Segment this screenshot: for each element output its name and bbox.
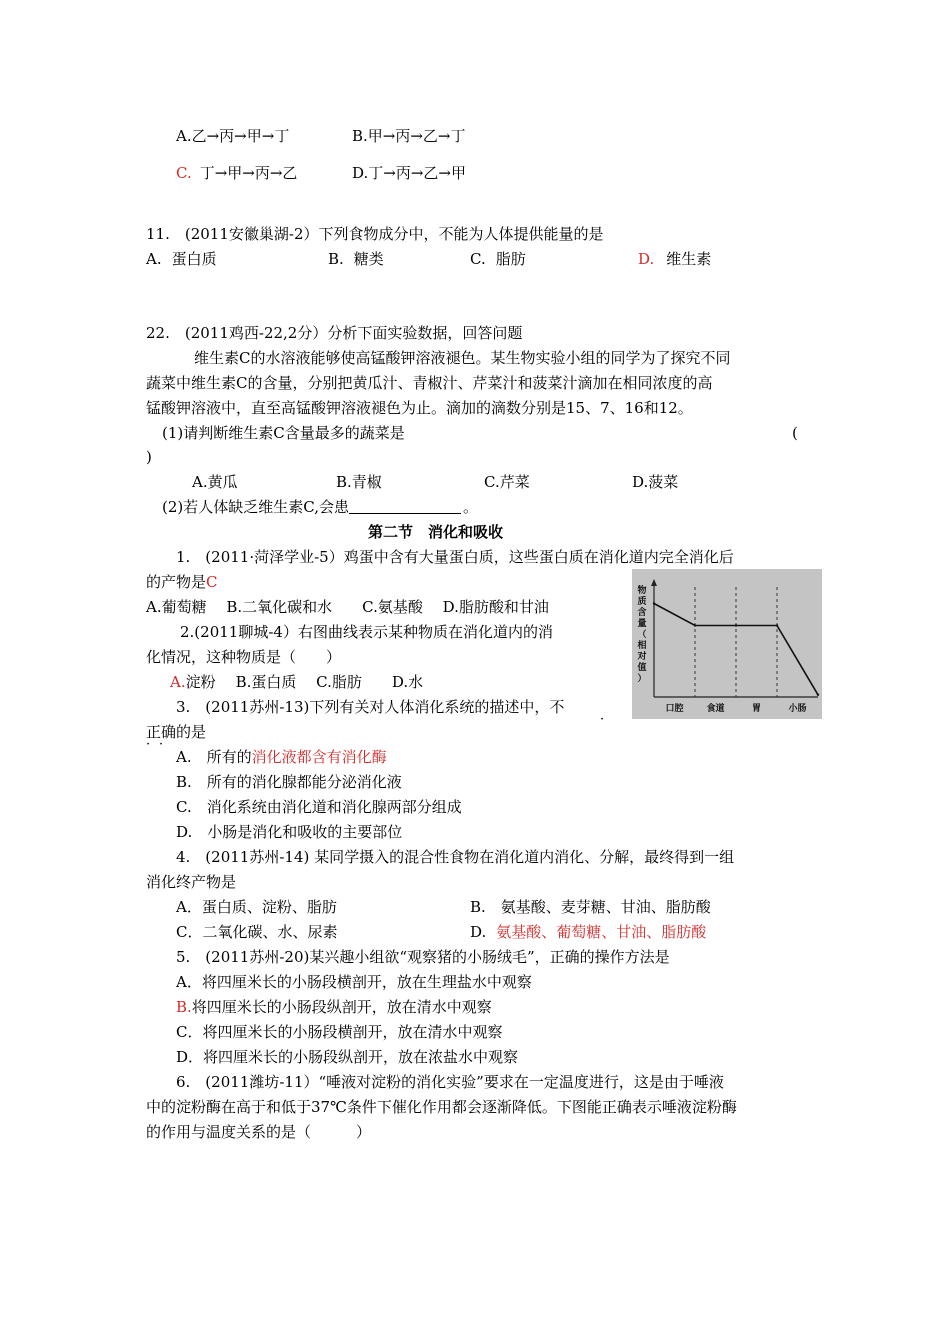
option-text: 维生素 (666, 250, 712, 268)
q11-option-b (328, 249, 384, 269)
s3-option-a (176, 747, 387, 767)
chart-ylabel-text: 物质含量（相对值） (637, 586, 647, 684)
option-text: 脂肪 (495, 250, 526, 268)
section-title: 第二节 消化和吸收 (368, 523, 504, 541)
chart-point (817, 694, 819, 696)
option-text: 蛋白质 (171, 250, 217, 268)
s1-stem-text: 的产物是 (146, 573, 207, 591)
s5-stem: 5. (2011苏州-20)某兴趣小组欲“观察猪的小肠绒毛”，正确的操作方法是 (176, 948, 670, 966)
q22-option-d: D.菠菜 (632, 473, 679, 491)
s6-line-3: 的作用与温度关系的是（ ） (146, 1123, 372, 1141)
s3-option-d: D. 小肠是消化和吸收的主要部位 (176, 823, 403, 841)
q22-sub-2-end: 。 (462, 498, 478, 516)
option-letter: B. (352, 127, 368, 145)
q11-stem: 11. (2011安徽巢湖-2）下列食物成分中，不能为人体提供能量的是 (146, 225, 604, 243)
s3-option-b: B. 所有的消化腺都能分泌消化液 (176, 773, 402, 791)
s4-option-d-letter: D. (470, 923, 487, 941)
q11-option-d (638, 249, 711, 269)
emphasis-dot: · (146, 737, 151, 752)
s1-stem-line-1: 1. (2011·菏泽学业-5）鸡蛋中含有大量蛋白质，这些蛋白质在消化道内完全消化后 (176, 548, 734, 566)
option-letter: C. (470, 250, 486, 268)
q22-option-c: C.芹菜 (484, 473, 530, 491)
s3-stem-line-2: 正确的是 (146, 723, 207, 741)
option-letter: C. (176, 164, 192, 182)
option-text: 糖类 (353, 250, 384, 268)
option-letter: B. (328, 250, 344, 268)
emphasis-dot: · (159, 737, 164, 752)
q22-paren-close: ) (146, 448, 152, 466)
s2-stem-line-2: 化情况，这种物质是（ ） (146, 648, 342, 666)
option-text: 丁→甲→丙→乙 (199, 164, 298, 182)
q10-option-c (176, 163, 297, 183)
option-letter: D. (638, 250, 655, 268)
answer-blank (349, 498, 461, 514)
q11-option-a (146, 249, 217, 269)
s5-option-b (176, 997, 492, 1017)
chart-x-tick-label: 口腔 (665, 704, 684, 714)
s3-stem-line-1 (176, 697, 564, 717)
q22-sub-1: (1)请判断维生素C含量最多的蔬菜是 (162, 424, 405, 442)
option-letter: D. (352, 164, 369, 182)
q10-option-a (176, 126, 289, 146)
s5-option-c: C．将四厘米长的小肠段横剖开，放在清水中观察 (176, 1023, 503, 1041)
q22-para-1: 维生素C的水溶液能够使高锰酸钾溶液褪色。某生物实验小组的同学为了探究不同 (194, 349, 731, 367)
s4-stem-line-2: 消化终产物是 (146, 873, 237, 891)
q22-sub-2 (162, 497, 478, 517)
s2-options-rest: B.蛋白质 C.脂肪 D.水 (235, 673, 424, 691)
s2-stem-line-1: 2.(2011聊城-4）右图曲线表示某种物质在消化道内的消 (180, 623, 553, 641)
q10-option-d (352, 163, 466, 183)
s3-stem-emphasis (549, 698, 564, 716)
q22-sub-2-text: (2)若人体缺乏维生素C,会患 (162, 498, 349, 516)
chart-x-tick-label: 小肠 (788, 704, 807, 714)
s2-options (170, 672, 423, 692)
s5-option-b-text: 将四厘米长的小肠段纵剖开，放在清水中观察 (191, 998, 492, 1016)
chart-point (694, 624, 696, 626)
s3-option-a-highlight: 消化液都含有消化酶 (251, 748, 387, 766)
q11-option-c (470, 249, 526, 269)
chart-point (653, 602, 655, 604)
s4-option-c: C．二氧化碳、水、尿素 (176, 923, 338, 941)
chart-x-tick-label: 食道 (706, 704, 725, 714)
s1-options: A.葡萄糖 B.二氧化碳和水 C.氨基酸 D.脂肪酸和甘油 (146, 598, 549, 616)
s4-option-d-highlight: 氨基酸、葡萄糖、甘油、脂肪酸 (496, 923, 707, 941)
emphasis-dot: · (600, 712, 605, 727)
s5-option-b-letter: B. (176, 998, 192, 1016)
s5-option-a: A．将四厘米长的小肠段横剖开，放在生理盐水中观察 (176, 973, 532, 991)
q22-stem: 22. (2011鸡西-22,2分）分析下面实验数据，回答问题 (146, 324, 523, 342)
s5-option-d: D．将四厘米长的小肠段纵剖开，放在浓盐水中观察 (176, 1048, 519, 1066)
q22-option-b: B.青椒 (336, 473, 382, 491)
s2-option-a-text: 淀粉 (185, 673, 216, 691)
s6-line-1: 6. (2011潍坊-11）“唾液对淀粉的消化实验”要求在一定温度进行，这是由于唾液 (176, 1073, 724, 1091)
q22-para-2: 蔬菜中维生素C的含量，分别把黄瓜汁、青椒汁、芹菜汁和菠菜汁滴加在相同浓度的高 (146, 374, 713, 392)
s3-option-c: C. 消化系统由消化道和消化腺两部分组成 (176, 798, 462, 816)
chart-point (776, 624, 778, 626)
s3-stem-text: 3. (2011苏州-13)下列有关对人体消化系统的描述中， (176, 698, 550, 716)
chart-x-tick-label: 胃 (751, 704, 762, 714)
q22-paren-open: ( (792, 424, 798, 442)
s3-stem-bu: 不 (549, 698, 565, 716)
option-text: 甲→丙→乙→丁 (367, 127, 466, 145)
option-text: 丁→丙→乙→甲 (368, 164, 466, 182)
s1-stem-line-2 (146, 572, 218, 592)
option-letter: A. (176, 127, 192, 145)
q10-option-b (352, 126, 466, 146)
s2-option-a-letter: A. (170, 673, 186, 691)
chart-point (735, 624, 737, 626)
s4-option-d (470, 922, 706, 942)
s1-answer: C (206, 573, 218, 591)
s3-option-a-prefix: A. 所有的 (176, 748, 252, 766)
q22-para-3: 锰酸钾溶液中，直至高锰酸钾溶液褪色为止。滴加的滴数分别是15、7、16和12。 (146, 399, 693, 417)
digestion-curve-chart (632, 569, 822, 719)
chart-ylabel (636, 584, 646, 684)
s4-option-b: B. 氨基酸、麦芽糖、甘油、脂肪酸 (470, 898, 711, 916)
option-letter: A. (146, 250, 162, 268)
q22-option-a: A.黄瓜 (192, 473, 238, 491)
option-text: 乙→丙→甲→丁 (191, 127, 290, 145)
s4-stem-line-1: 4. (2011苏州-14) 某同学摄入的混合性食物在消化道内消化、分解，最终得到一组 (176, 848, 735, 866)
s6-line-2: 中的淀粉酶在高于和低于37℃条件下催化作用都会逐渐降低。下图能正确表示唾液淀粉酶 (146, 1098, 737, 1116)
s4-option-a: A．蛋白质、淀粉、脂肪 (176, 898, 337, 916)
